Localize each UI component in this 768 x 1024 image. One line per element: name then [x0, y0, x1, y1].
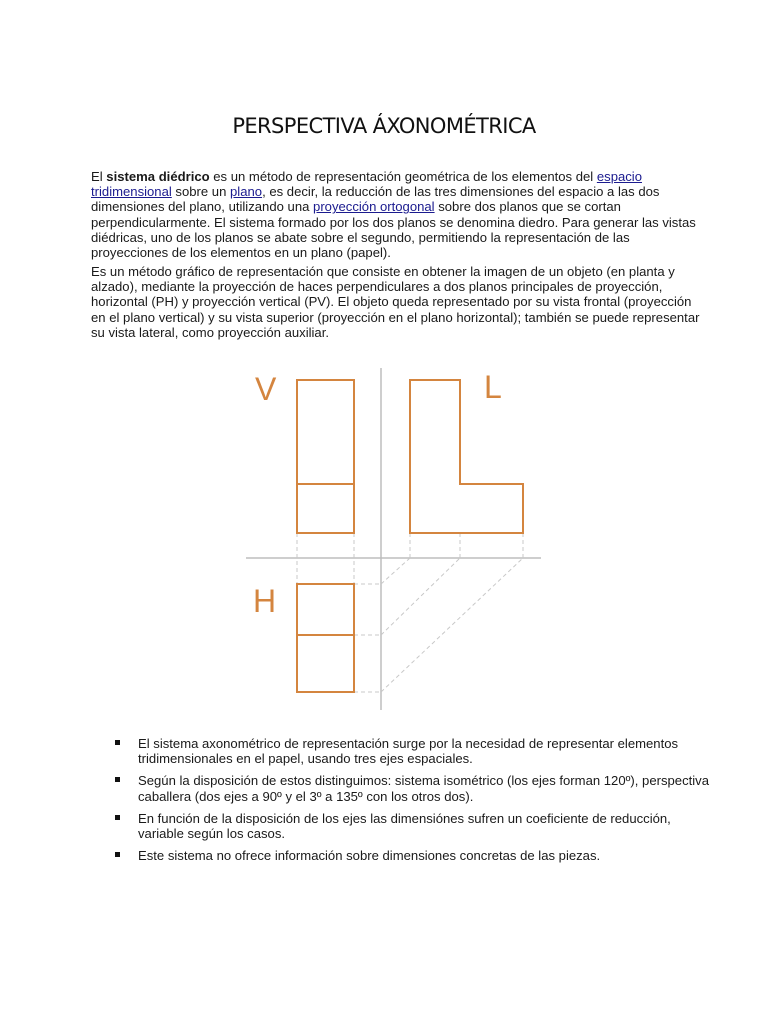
list-item: Este sistema no ofrece información sobre dimensiones concretas de las piezas.: [138, 848, 718, 863]
list-item: El sistema axonométrico de representación surge por la necesidad de representar elementos tridimensionales en el papel, usando tres ejes espaciales.: [138, 736, 718, 766]
bullet-square-icon: [115, 777, 120, 782]
list-item: Según la disposición de estos distinguimos: sistema isométrico (los ejes forman 120º), perspectiva caballera (dos ejes a 90º y el 3º a 135º con los otros dos).: [138, 773, 718, 803]
label-h: H: [253, 583, 277, 619]
bullet-square-icon: [115, 852, 120, 857]
list-item: En función de la disposición de los ejes las dimensiónes sufren un coeficiente de reducción, variable según los casos.: [138, 811, 718, 841]
link-plano[interactable]: plano: [230, 184, 263, 200]
paragraph-metodo-grafico: Es un método gráfico de representación que consiste en obtener la imagen de un objeto (en planta y alzado), mediante la proyección de haces perpendiculares a dos planos principales de proyección, horizontal (PH) y proyección vertical (PV). El objeto queda representado por su vista frontal (proyección en el plano vertical) y su vista superior (proyección en el plano horizontal); también se puede representar su vista lateral, como proyección auxiliar.: [91, 264, 700, 340]
projection-lines: [297, 533, 523, 692]
paragraph-sistema-diedrico: El sistema diédrico es un método de representación geométrica de los elementos del espacio tridimensional sobre un plano, es decir, la reducción de las tres dimensiones del espacio a las dos dimensiones del plano, utilizando una proyección ortogonal sobre dos planos que se cortan perpendicularmente. El sistema formado por los dos planos se denomina diedro. Para generar las vistas diédricas, uno de los planos se abate sobre el segundo, permitiendo la representación de las proyecciones de los elementos en un plano (papel).: [91, 169, 696, 261]
lateral-view-l: [410, 380, 523, 533]
link-espacio[interactable]: espacio: [596, 169, 642, 184]
label-v: V: [255, 371, 277, 407]
label-l: L: [484, 369, 502, 405]
dihedral-projection-figure: [240, 356, 560, 716]
bullet-square-icon: [115, 815, 120, 820]
page-title: PERSPECTIVA ÁXONOMÉTRICA: [232, 114, 536, 138]
bullet-square-icon: [115, 740, 120, 745]
bold-term: sistema diédrico: [106, 169, 210, 184]
bullet-list: [138, 736, 718, 870]
link-proyeccion-ortogonal[interactable]: proyección ortogonal: [313, 199, 435, 215]
front-view-v: [297, 380, 354, 533]
plan-view-h: [297, 584, 354, 692]
link-tridimensional[interactable]: tridimensional: [91, 184, 172, 200]
